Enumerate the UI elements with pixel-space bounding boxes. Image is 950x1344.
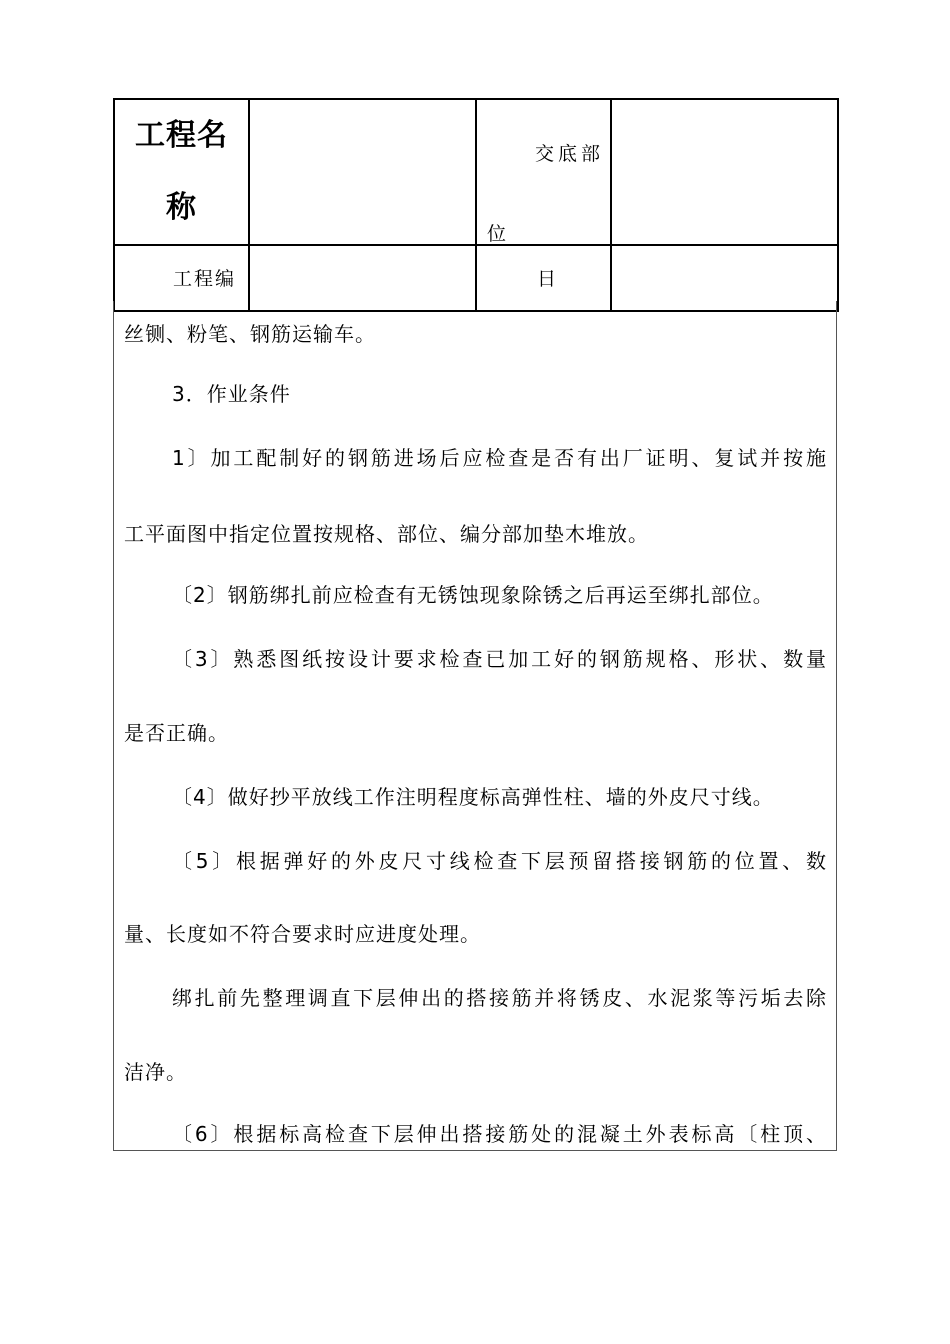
header-table xyxy=(113,98,839,312)
content-line: 量、长度如不符合要求时应进度处理。 xyxy=(124,922,481,946)
content-line: 〔4〕做好抄平放线工作注明程度标高弹性柱、墙的外皮尺寸线。 xyxy=(172,785,774,809)
content-line: 洁净。 xyxy=(124,1060,187,1084)
handover-part-value-cell[interactable] xyxy=(611,99,838,245)
content-line: 工平面图中指定位置按规格、部位、编分部加垫木堆放。 xyxy=(124,522,649,546)
project-name-value-cell[interactable] xyxy=(249,99,476,245)
project-name-label-cell xyxy=(114,99,249,245)
handover-part-label: 交底部位 xyxy=(487,143,605,245)
content-line: 绑扎前先整理调直下层伸出的搭接筋并将锈皮、水泥浆等污垢去除 xyxy=(172,986,826,1010)
content-line: 3．作业条件 xyxy=(172,382,291,406)
content-line: 〔2〕钢筋绑扎前应检查有无锈蚀现象除锈之后再运至绑扎部位。 xyxy=(172,583,774,607)
content-line: 1〕加工配制好的钢筋进场后应检查是否有出厂证明、复试并按施 xyxy=(172,446,826,470)
date-label: 日 xyxy=(537,268,557,290)
handover-part-label-cell xyxy=(476,99,611,245)
project-code-label: 工程编 xyxy=(173,268,237,290)
content-body xyxy=(113,301,837,1151)
content-line: 〔6〕根据标高检查下层伸出搭接筋处的混凝土外表标高〔柱顶、 xyxy=(172,1122,826,1146)
content-line: 〔3〕熟悉图纸按设计要求检查已加工好的钢筋规格、形状、数量 xyxy=(172,647,826,671)
content-line: 丝铡、粉笔、钢筋运输车。 xyxy=(124,322,376,346)
content-line: 是否正确。 xyxy=(124,721,229,745)
project-name-label: 工程名称 xyxy=(135,118,228,225)
handover-document xyxy=(113,98,837,1151)
content-line: 〔5〕根据弹好的外皮尺寸线检查下层预留搭接钢筋的位置、数 xyxy=(172,849,826,873)
header-row-1 xyxy=(114,99,838,245)
